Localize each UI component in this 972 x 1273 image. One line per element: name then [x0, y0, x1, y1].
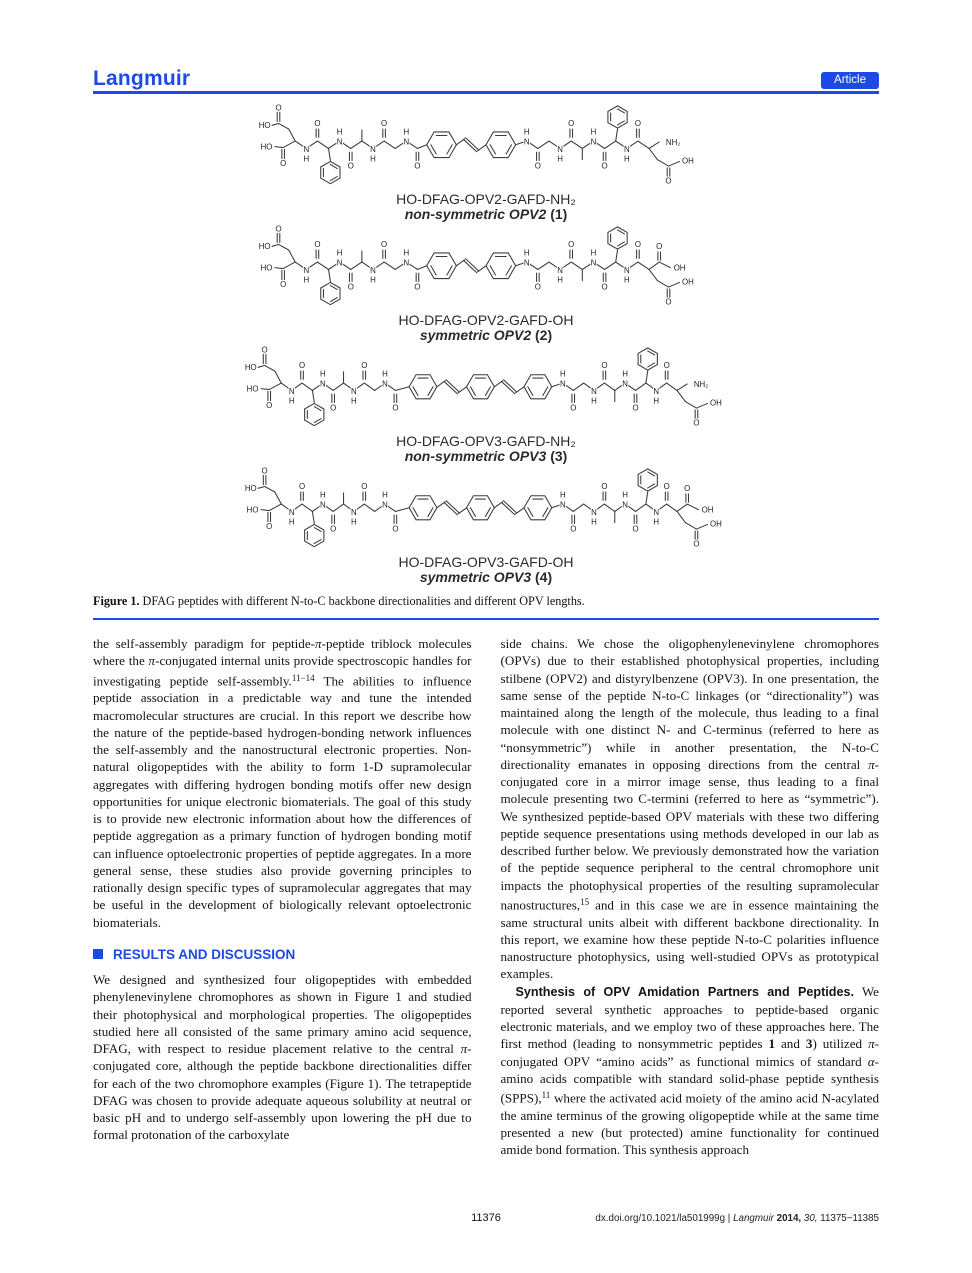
journal-logo: Langmuir: [93, 67, 191, 90]
molecule-1-name: HO-DFAG-OPV2-GAFD-NH₂: [396, 191, 576, 207]
svg-text:H: H: [560, 369, 566, 379]
intro-paragraph-continued: the self-assembly paradigm for peptide-π-peptide triblock molecules where the π-conjugated internal units provide spectroscopic handles for investigating peptide self-assembly.$^{11-14}$ The abilities to influence peptide association in a predictable way and tune the intended macromolecular structures are crucial. In this report we describe how the nature of the peptide-based hydrogen-bonding network influences the self-assembly and the nanostructural electronic properties. Non-natural oligopeptides with the ability to form 1-D supramolecular aggregates with differing hydrogen bonding motifs offer new design opportunities for unique electronic biomaterials. The goal of this study is to provide new electronic information about how the differences of peptide aggregation as a primary function of hydrogen bonding motif can influence optoelectronic properties of peptide aggregates. In a more general sense, these studies also provide governing principles to rationally design specific types of supramolecular aggregates that may be useful in the development of biologically relevant optoelectronic biomaterials.: [93, 636, 472, 930]
svg-text:H: H: [336, 248, 343, 258]
svg-text:N: N: [523, 258, 530, 268]
svg-text:N: N: [382, 379, 388, 389]
svg-text:O: O: [266, 401, 273, 411]
svg-text:H: H: [303, 275, 310, 285]
svg-text:O: O: [601, 282, 608, 292]
article-type-badge: Article: [821, 72, 879, 89]
svg-text:N: N: [591, 508, 597, 518]
svg-text:N: N: [288, 387, 295, 397]
svg-text:O: O: [298, 361, 306, 371]
section-divider-rule: [93, 618, 879, 620]
right-column: [501, 635, 880, 1197]
svg-text:O: O: [693, 539, 700, 549]
svg-text:O: O: [330, 524, 337, 534]
svg-text:HO: HO: [246, 505, 259, 515]
svg-text:N: N: [622, 379, 628, 389]
svg-text:H: H: [591, 396, 597, 406]
svg-text:O: O: [601, 161, 608, 171]
svg-text:O: O: [634, 240, 641, 250]
chemical-structure-2-drawing: [245, 225, 727, 313]
svg-text:N: N: [288, 508, 295, 518]
svg-text:H: H: [653, 396, 660, 406]
svg-text:N: N: [351, 387, 357, 397]
svg-text:O: O: [632, 524, 639, 534]
svg-text:O: O: [381, 240, 388, 250]
svg-text:OH: OH: [673, 263, 686, 273]
svg-text:HO: HO: [245, 484, 257, 494]
svg-text:O: O: [570, 524, 577, 534]
svg-text:H: H: [557, 154, 563, 164]
svg-text:N: N: [351, 508, 357, 518]
svg-text:O: O: [314, 240, 321, 250]
figure-1: [226, 104, 746, 585]
svg-text:N: N: [623, 145, 630, 155]
svg-text:N: N: [590, 258, 597, 268]
svg-text:H: H: [370, 275, 376, 285]
molecule-1-tag: non-symmetric OPV2 (1): [404, 206, 568, 222]
svg-text:O: O: [361, 482, 368, 492]
svg-text:O: O: [347, 282, 354, 292]
molecule-2-name: HO-DFAG-OPV2-GAFD-OH: [398, 312, 574, 328]
svg-text:HO: HO: [260, 263, 273, 273]
svg-text:H: H: [303, 154, 310, 164]
svg-text:N: N: [623, 266, 630, 276]
svg-text:H: H: [351, 517, 357, 527]
svg-text:NH₂: NH₂: [693, 379, 709, 389]
chemical-structure-1-drawing: [245, 104, 727, 192]
molecule-4-name: HO-DFAG-OPV3-GAFD-OH: [398, 554, 574, 570]
molecule-2-tag: symmetric OPV2 (2): [419, 327, 553, 343]
svg-text:O: O: [665, 297, 672, 307]
svg-text:O: O: [275, 225, 282, 234]
svg-text:H: H: [590, 248, 597, 258]
svg-text:N: N: [523, 137, 530, 147]
svg-text:O: O: [568, 119, 575, 129]
svg-text:O: O: [280, 280, 287, 290]
svg-text:N: N: [319, 500, 326, 510]
svg-text:O: O: [275, 104, 282, 113]
svg-text:OH: OH: [682, 277, 694, 287]
svg-text:N: N: [557, 266, 563, 276]
svg-text:O: O: [414, 161, 421, 171]
svg-text:NH₂: NH₂: [665, 137, 681, 147]
svg-text:N: N: [303, 145, 310, 155]
svg-text:H: H: [403, 248, 410, 258]
svg-text:O: O: [392, 524, 399, 534]
molecule-block-1: [226, 104, 746, 222]
svg-text:O: O: [330, 403, 337, 413]
molecule-block-4: [226, 467, 746, 585]
svg-text:H: H: [319, 490, 326, 500]
synthesis-paragraph: Synthesis of OPV Amidation Partners and Peptides. We reported several synthetic approaches to peptide-based organic electronic materials, and we employ two of these approaches here. The first method (leading to nonsymmetric peptides 1 and 3) utilized π-conjugated OPV “amino acids” as functional mimics of standard α-amino acids compatible with standard solid-phase peptide synthesis (SPPS),$^{11}$ where the activated acid moiety of the amino acid N-acylated the amine terminus of the growing oligopeptide while at the same time presented a new (but protected) amine functionality for continued amide bond formation. This synthesis approach: [500, 983, 879, 1158]
svg-text:O: O: [663, 482, 670, 492]
results-heading: [93, 946, 472, 963]
header-rule-divider: [93, 91, 879, 94]
svg-text:OH: OH: [682, 156, 694, 166]
svg-text:H: H: [382, 369, 388, 379]
svg-text:O: O: [381, 119, 388, 129]
svg-text:N: N: [336, 258, 343, 268]
svg-text:H: H: [622, 490, 628, 500]
svg-text:H: H: [523, 127, 530, 137]
svg-text:O: O: [392, 403, 399, 413]
svg-text:H: H: [622, 369, 628, 379]
svg-text:H: H: [653, 517, 660, 527]
page-number: 11376: [471, 1212, 501, 1224]
svg-text:O: O: [693, 418, 700, 428]
svg-text:OH: OH: [701, 505, 714, 515]
svg-text:H: H: [351, 396, 357, 406]
svg-text:O: O: [534, 161, 541, 171]
svg-text:H: H: [623, 154, 630, 164]
chemical-structure-4-drawing: [245, 467, 727, 555]
body-columns: [93, 635, 879, 1197]
doi-citation[interactable]: dx.doi.org/10.1021/la501999g | Langmuir 2014, 30, 11375−11385: [595, 1213, 879, 1224]
svg-text:N: N: [590, 137, 597, 147]
svg-text:N: N: [319, 379, 326, 389]
svg-text:O: O: [570, 403, 577, 413]
svg-text:HO: HO: [260, 142, 273, 152]
molecule-block-2: [226, 225, 746, 343]
svg-text:N: N: [653, 508, 660, 518]
svg-text:HO: HO: [258, 242, 271, 252]
svg-text:N: N: [370, 145, 376, 155]
molecule-3-tag: non-symmetric OPV3 (3): [404, 448, 568, 464]
svg-text:O: O: [314, 119, 321, 129]
svg-text:O: O: [568, 240, 575, 250]
article-page: [93, 0, 879, 1224]
svg-text:O: O: [634, 119, 641, 129]
svg-text:H: H: [336, 127, 343, 137]
svg-text:O: O: [361, 361, 368, 371]
figure-caption: Figure 1. DFAG peptides with different N-to-C backbone directionalities and different OPV lengths.: [93, 594, 585, 608]
svg-text:N: N: [403, 137, 410, 147]
svg-text:O: O: [414, 282, 421, 292]
svg-text:O: O: [261, 467, 268, 476]
svg-text:O: O: [665, 176, 672, 186]
svg-text:O: O: [601, 361, 608, 371]
svg-text:O: O: [261, 346, 268, 355]
svg-text:H: H: [623, 275, 630, 285]
svg-text:OH: OH: [710, 398, 722, 408]
svg-text:N: N: [557, 145, 563, 155]
svg-text:H: H: [403, 127, 410, 137]
svg-text:O: O: [298, 482, 306, 492]
svg-text:N: N: [303, 266, 310, 276]
molecule-4-tag: symmetric OPV3 (4): [419, 569, 553, 585]
results-paragraph-continued: side chains. We chose the oligophenylenevinylene chromophores (OPVs) due to their established photophysical properties, including stilbene (OPV2) and distyrylbenzene (OPV3). In one presentation, the same sense of the peptide N-to-C linkages (or “directionality”) was maintained along the length of the molecule, thus leading to a final molecule with one distinct N- and C-terminus (referred to here as “nonsymmetric”) while in another presentation, the N-to-C directionality emanates in opposing directions from the central π-conjugated core in a mirror image sense, thus leading to a final molecule presenting two C-termini (referred to here as “symmetric”). We synthesized peptide-based OPV materials with these two differing peptide sequence presentations using methods developed in our lab as described further below. We previously demonstrated how the variation of the peptide sequence peripheral to the central chromophore unit impacts the photophysical properties of the resulting supramolecular nanostructures,$^{15}$ and in this case we are in essence maintaining the same structural units albeit with different backbone directionality. In this report, we examine how these peptide N-to-C polarities influence nanostructure photophysics, using well-studied OPVs as prototypical examples.: [500, 636, 879, 982]
svg-text:N: N: [560, 500, 566, 510]
svg-text:N: N: [622, 500, 628, 510]
svg-text:H: H: [590, 127, 597, 137]
page-header: [93, 68, 879, 90]
svg-text:H: H: [288, 396, 295, 406]
molecule-3-name: HO-DFAG-OPV3-GAFD-NH₂: [396, 433, 576, 449]
svg-text:H: H: [319, 369, 326, 379]
section-bullet-icon: [93, 949, 103, 959]
svg-text:HO: HO: [245, 363, 257, 373]
svg-text:N: N: [403, 258, 410, 268]
page-footer: [93, 1212, 879, 1224]
svg-text:H: H: [523, 248, 530, 258]
svg-text:N: N: [560, 379, 566, 389]
svg-text:H: H: [370, 154, 376, 164]
svg-text:HO: HO: [246, 384, 259, 394]
svg-text:H: H: [591, 517, 597, 527]
molecule-block-3: [226, 346, 746, 464]
svg-text:O: O: [684, 484, 691, 494]
svg-text:O: O: [601, 482, 608, 492]
svg-text:H: H: [557, 275, 563, 285]
chemical-structure-3-drawing: [245, 346, 727, 434]
svg-text:H: H: [560, 490, 566, 500]
svg-text:O: O: [534, 282, 541, 292]
svg-text:O: O: [266, 522, 273, 532]
svg-text:O: O: [663, 361, 670, 371]
svg-text:N: N: [591, 387, 597, 397]
left-column: [93, 635, 472, 1197]
svg-text:H: H: [382, 490, 388, 500]
results-heading-label: RESULTS AND DISCUSSION: [113, 946, 296, 962]
svg-text:N: N: [382, 500, 388, 510]
svg-text:O: O: [280, 159, 287, 169]
svg-text:O: O: [656, 242, 663, 252]
svg-text:O: O: [347, 161, 354, 171]
svg-text:N: N: [336, 137, 343, 147]
svg-text:HO: HO: [258, 121, 271, 131]
svg-text:N: N: [653, 387, 660, 397]
svg-text:OH: OH: [710, 519, 722, 529]
results-paragraph: We designed and synthesized four oligopeptides with embedded phenylenevinylene chromophores as shown in Figure 1 and studied their photophysical and morphological properties. The oligopeptides studied here all consisted of the same primary amino acid sequence, DFAG, with respect to residue placement relative to the central π-conjugated core, although the peptide backbone directionalities differ for each of the two chromophore examples (Figure 1). The tetrapeptide DFAG was chosen to provide adequate aqueous solubility at neutral or basic pH and to undergo self-assembly upon lowering the pH due to formal protonation of the carboxylate: [93, 972, 472, 1143]
svg-text:N: N: [370, 266, 376, 276]
svg-text:O: O: [632, 403, 639, 413]
svg-text:H: H: [288, 517, 295, 527]
